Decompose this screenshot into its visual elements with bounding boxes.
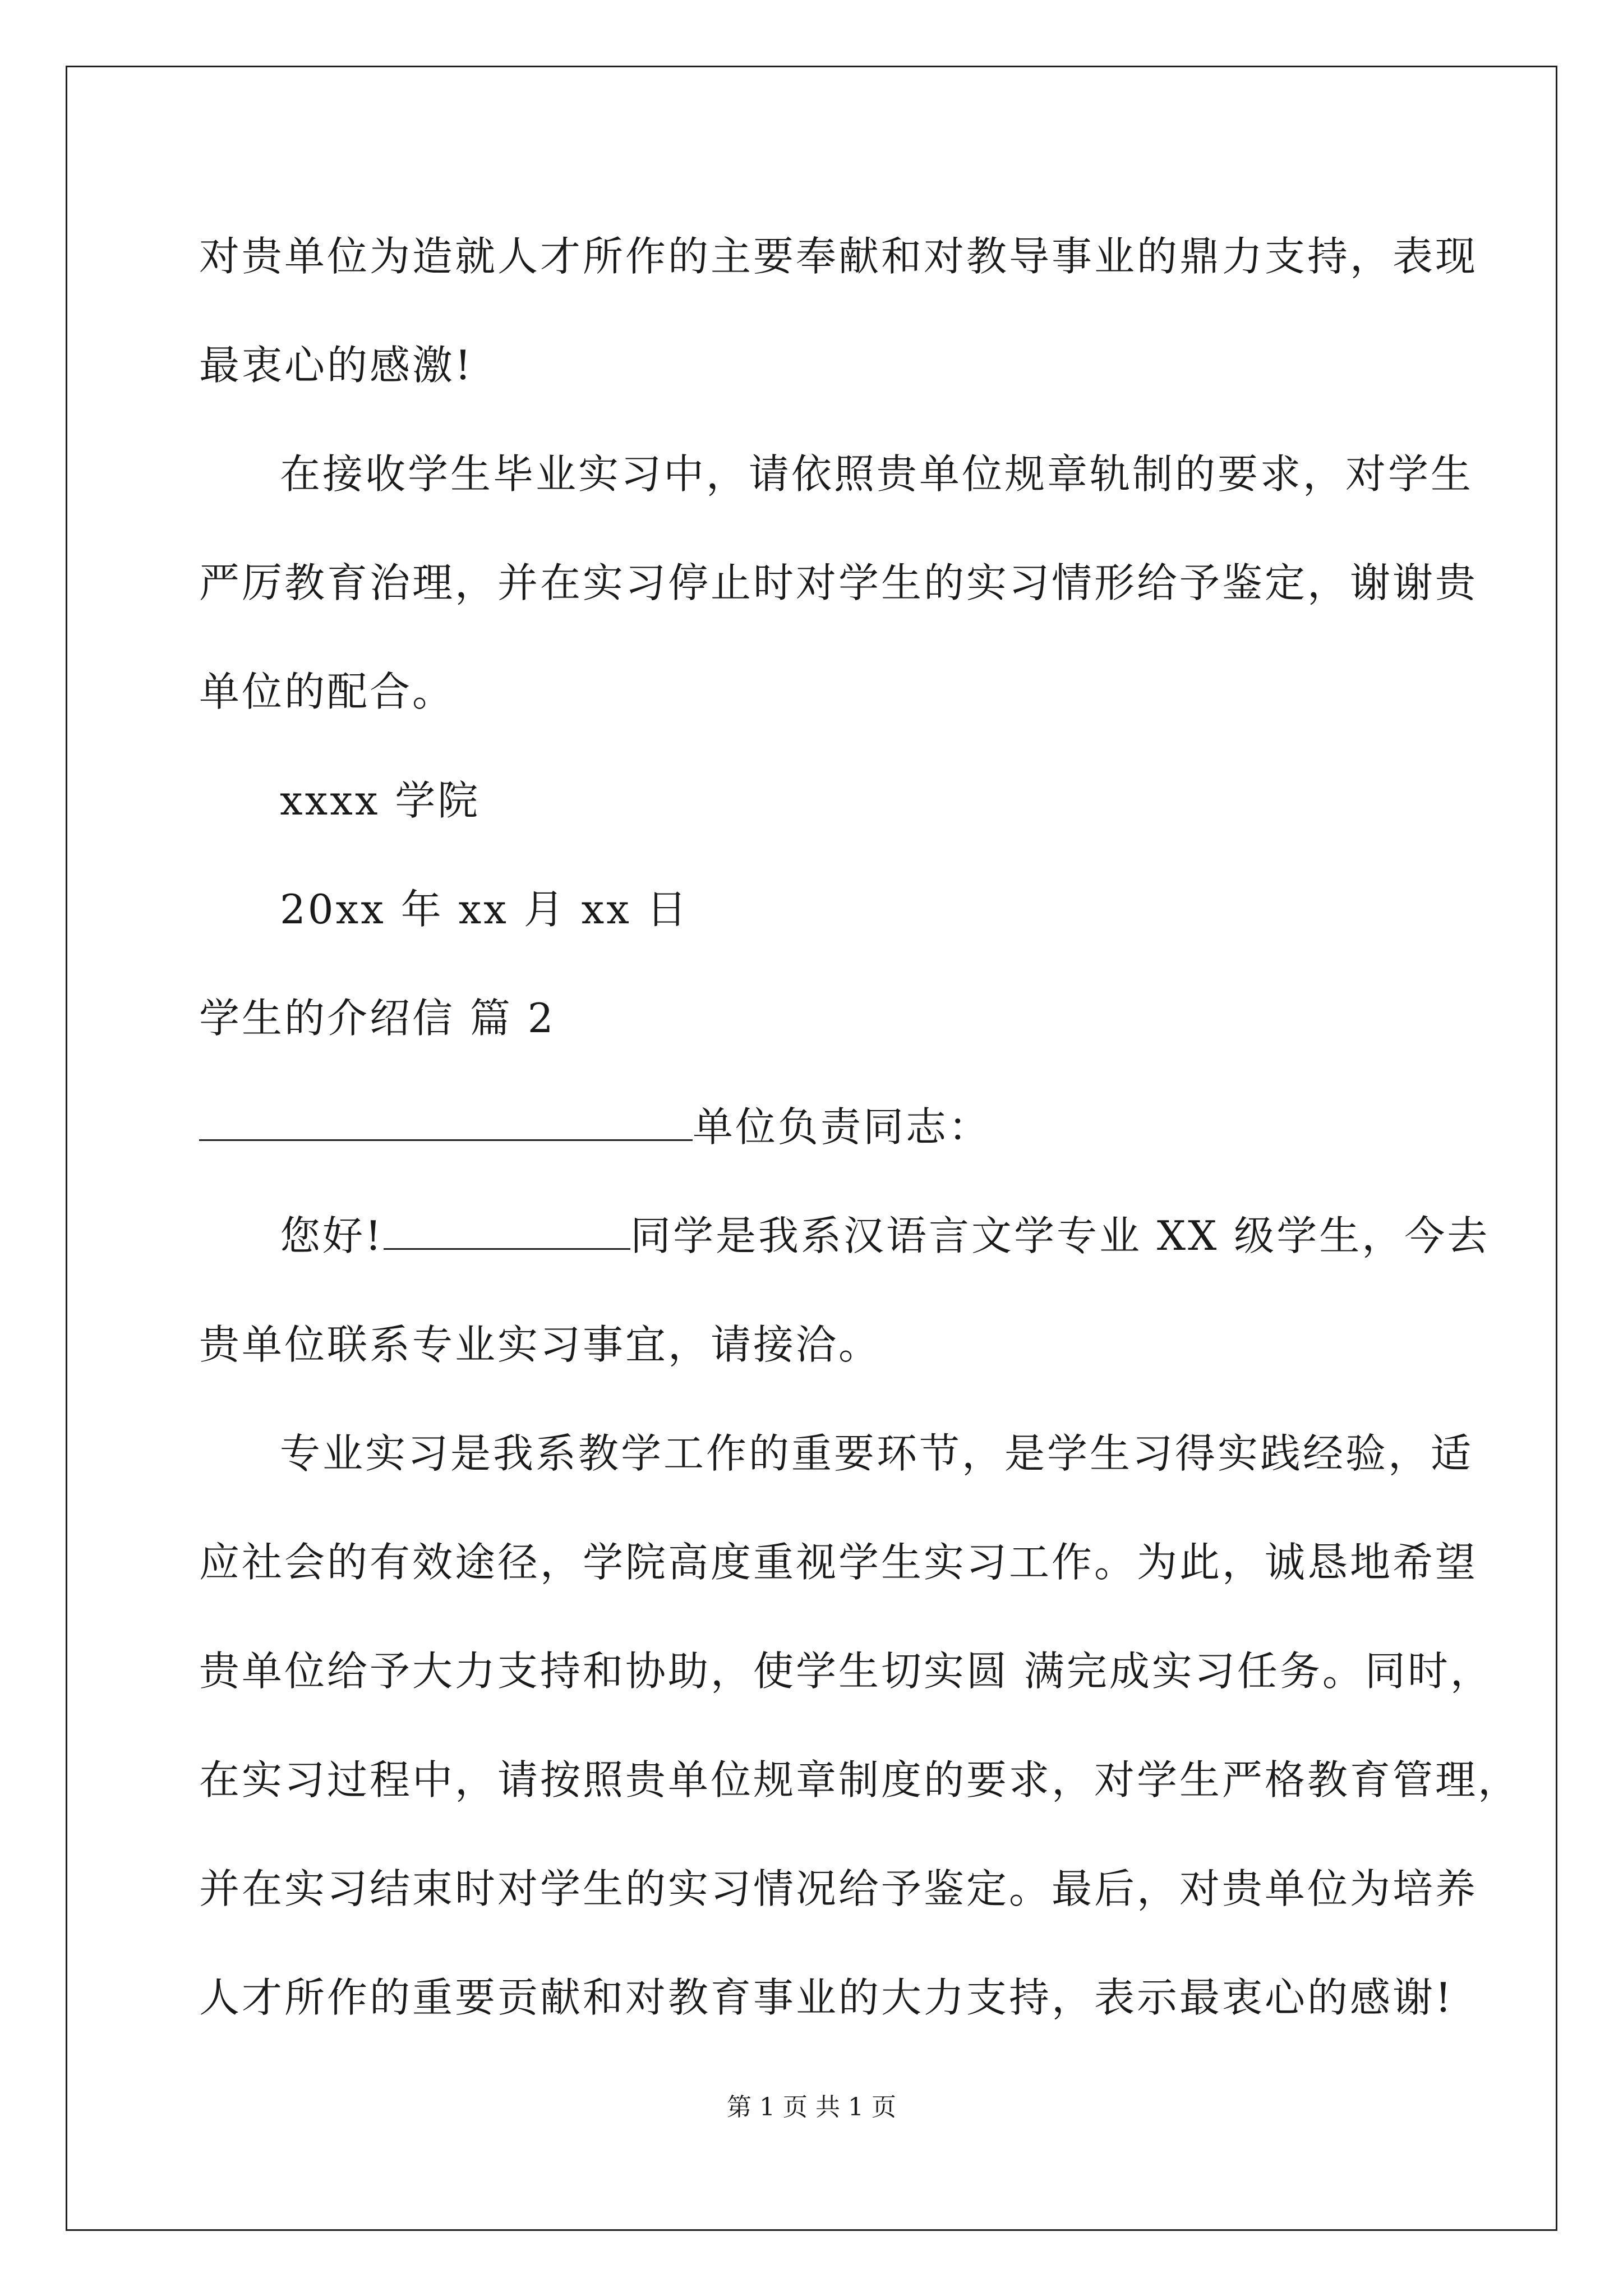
paragraph-line: 最衷心的感激! (199, 342, 473, 389)
paragraph-line: 并在实习结束时对学生的实习情况给予鉴定。最后，对贵单位为培养 (199, 1865, 1478, 1912)
signature-date: 20xx 年 xx 月 xx 日 (280, 886, 689, 933)
paragraph-line: 人才所作的重要贡献和对教育事业的大力支持，表示最衷心的感谢! (199, 1974, 1454, 2021)
document-body (199, 202, 1521, 2052)
paragraph-line: 贵单位联系专业实习事宜，请接洽。 (199, 1321, 882, 1368)
blank-student-name (384, 1203, 630, 1250)
blank-unit-name (199, 1094, 693, 1141)
paragraph-line: 在实习过程中，请按照贵单位规章制度的要求，对学生严格教育管理， (199, 1756, 1521, 1803)
paragraph-line: 应社会的有效途径，学院高度重视学生实习工作。为此，诚恳地希望 (199, 1539, 1478, 1586)
greeting-line (199, 1181, 1490, 1290)
greeting-continuation: 同学是我系汉语言文学专业 XX 级学生，今去 (630, 1212, 1490, 1259)
section-heading: 学生的介绍信 篇 2 (199, 995, 556, 1042)
salutation-text: 单位负责同志： (693, 1103, 992, 1151)
paragraph-line: 单位的配合。 (199, 668, 455, 715)
paragraph-line: 专业实习是我系教学工作的重要环节，是学生习得实践经验，适 (280, 1430, 1474, 1477)
paragraph-line: 贵单位给予大力支持和协助，使学生切实圆 满完成实习任务。同时， (199, 1648, 1493, 1695)
salutation-line (199, 1073, 1433, 1181)
signature-school: xxxx 学院 (280, 777, 481, 824)
paragraph-line: 在接收学生毕业实习中，请依照贵单位规章轨制的要求，对学生 (280, 450, 1474, 498)
page-footer: 第 1 页 共 1 页 (727, 2093, 896, 2122)
greeting-text: 您好! (280, 1212, 384, 1259)
paragraph-line: 对贵单位为造就人才所作的主要奉献和对教导事业的鼎力支持，表现 (199, 233, 1478, 280)
paragraph-line: 严厉教育治理，并在实习停止时对学生的实习情形给予鉴定，谢谢贵 (199, 559, 1478, 606)
